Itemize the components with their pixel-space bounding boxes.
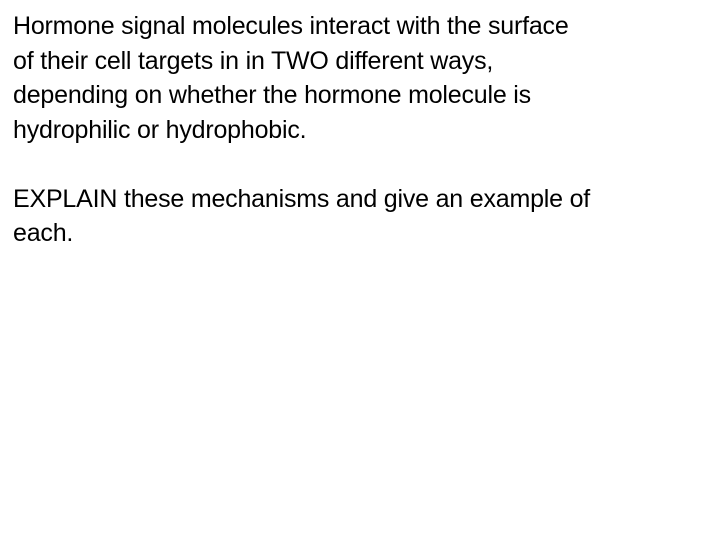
instruction-paragraph xyxy=(13,182,693,251)
text-line: Hormone signal molecules interact with the surface xyxy=(13,12,569,40)
text-line: depending on whether the hormone molecule is xyxy=(13,81,531,109)
text-line: of their cell targets in in TWO different ways, xyxy=(13,46,494,75)
text-line: EXPLAIN these mechanisms and give an example of xyxy=(13,184,591,213)
text-line: hydrophilic or hydrophobic. xyxy=(13,115,307,144)
question-paragraph xyxy=(13,9,693,147)
slide-text-body xyxy=(13,9,693,251)
text-line: each. xyxy=(13,219,74,247)
